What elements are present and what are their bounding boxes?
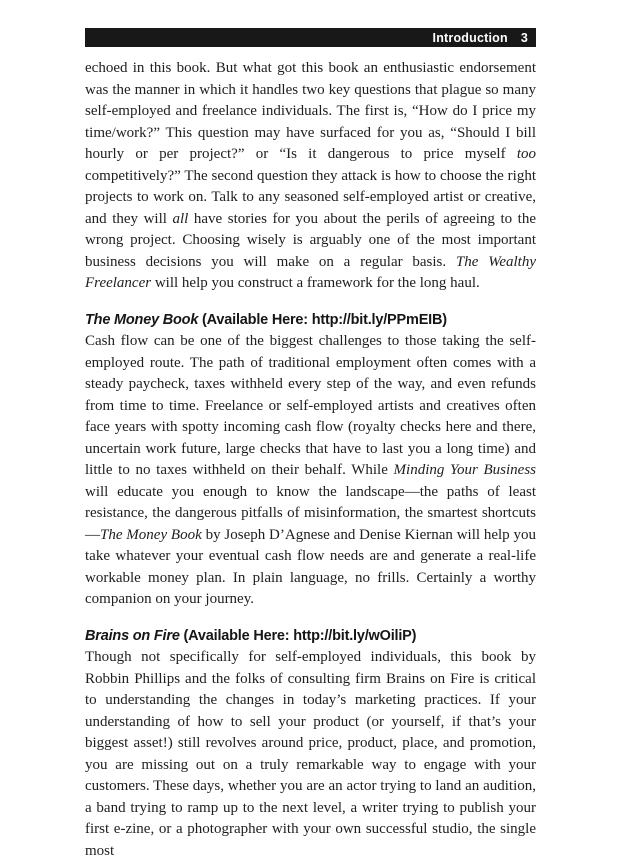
text-run: competitively?” The second question they attack is how to choose the right projects to work on. Talk to any seasoned self-employed artist or creative, and they will [85,167,536,227]
text-run: Though not specifically for self-employed individuals, this book by Robbin Phillips and the folks of consulting firm Brains on Fire is critical to understanding the changes in today’s marketing practices. If your understanding of how to sell your product (or yourself, if that’s your biggest asset!) still revolves around price, product, place, and promotion, you are missing out on a truly remarkable way to engage with your customers. These days, whether you are an actor trying to land an audition, a band trying to ramp up to the next level, a writer trying to publish your first e-zine, or a photographer with your own successful studio, the single most [85,649,536,859]
italic-text-run: The Wealthy Freelancer [85,253,536,291]
paragraph [85,647,536,862]
paragraph [85,331,536,611]
text-run: echoed in this book. But what got this book an enthusiastic endorsement was the manner in which it handles two key questions that plague so many self-employed and freelance individuals. The first is, “How do I price my time/work?” This question may have surfaced for you as, “Should I bill hourly or per project?” or “Is it dangerous to price myself [85,60,536,162]
italic-text-run: all [172,210,189,227]
text-run: have stories for you about the perils of agreeing to the wrong project. Choosing wisely is arguably one of the most important business decisions you will make on a regular basis. [85,210,536,270]
italic-text-run: too [516,146,536,162]
italic-text-run: Minding Your Business [393,462,536,478]
book-title: The Money Book [85,311,203,328]
text-run: will educate you enough to know the landscape—the paths of least resistance, the dangerous pitfalls of misinformation, the smartest shortcuts— [85,483,536,543]
book-heading [85,310,536,332]
page-header-bar [85,28,536,47]
availability-url-text: (Available Here: http://bit.ly/PPmEIB) [202,311,447,328]
text-run: by Joseph D’Agnese and Denise Kiernan will help you take whatever your eventual cash flow needs are and generate a real-life workable money plan. In plain language, no frills. Certainly a worthy companion on your journey. [85,526,536,607]
book-title: Brains on Fire [85,627,184,644]
availability-url-text: (Available Here: http://bit.ly/wOiliP) [183,627,417,644]
text-run: Cash flow can be one of the biggest challenges to those taking the self-employed route. The path of traditional employment often comes with a steady paycheck, taxes withheld every step of the way, and even refunds from time to time. Freelance or self-employed artists and creatives often face years with spotty incoming cash flow (royalty checks here and there, uncertain work future, large checks that have to last you a long time) and little to no taxes withheld on their behalf. While [85,333,536,478]
text-run: will help you construct a framework for the long haul. [151,275,480,291]
italic-text-run: The Money Book [100,526,202,543]
section-title: Introduction [432,30,508,45]
page-body [85,58,536,862]
book-heading [85,626,536,648]
page-number: 3 [520,30,528,45]
paragraph [85,58,536,295]
